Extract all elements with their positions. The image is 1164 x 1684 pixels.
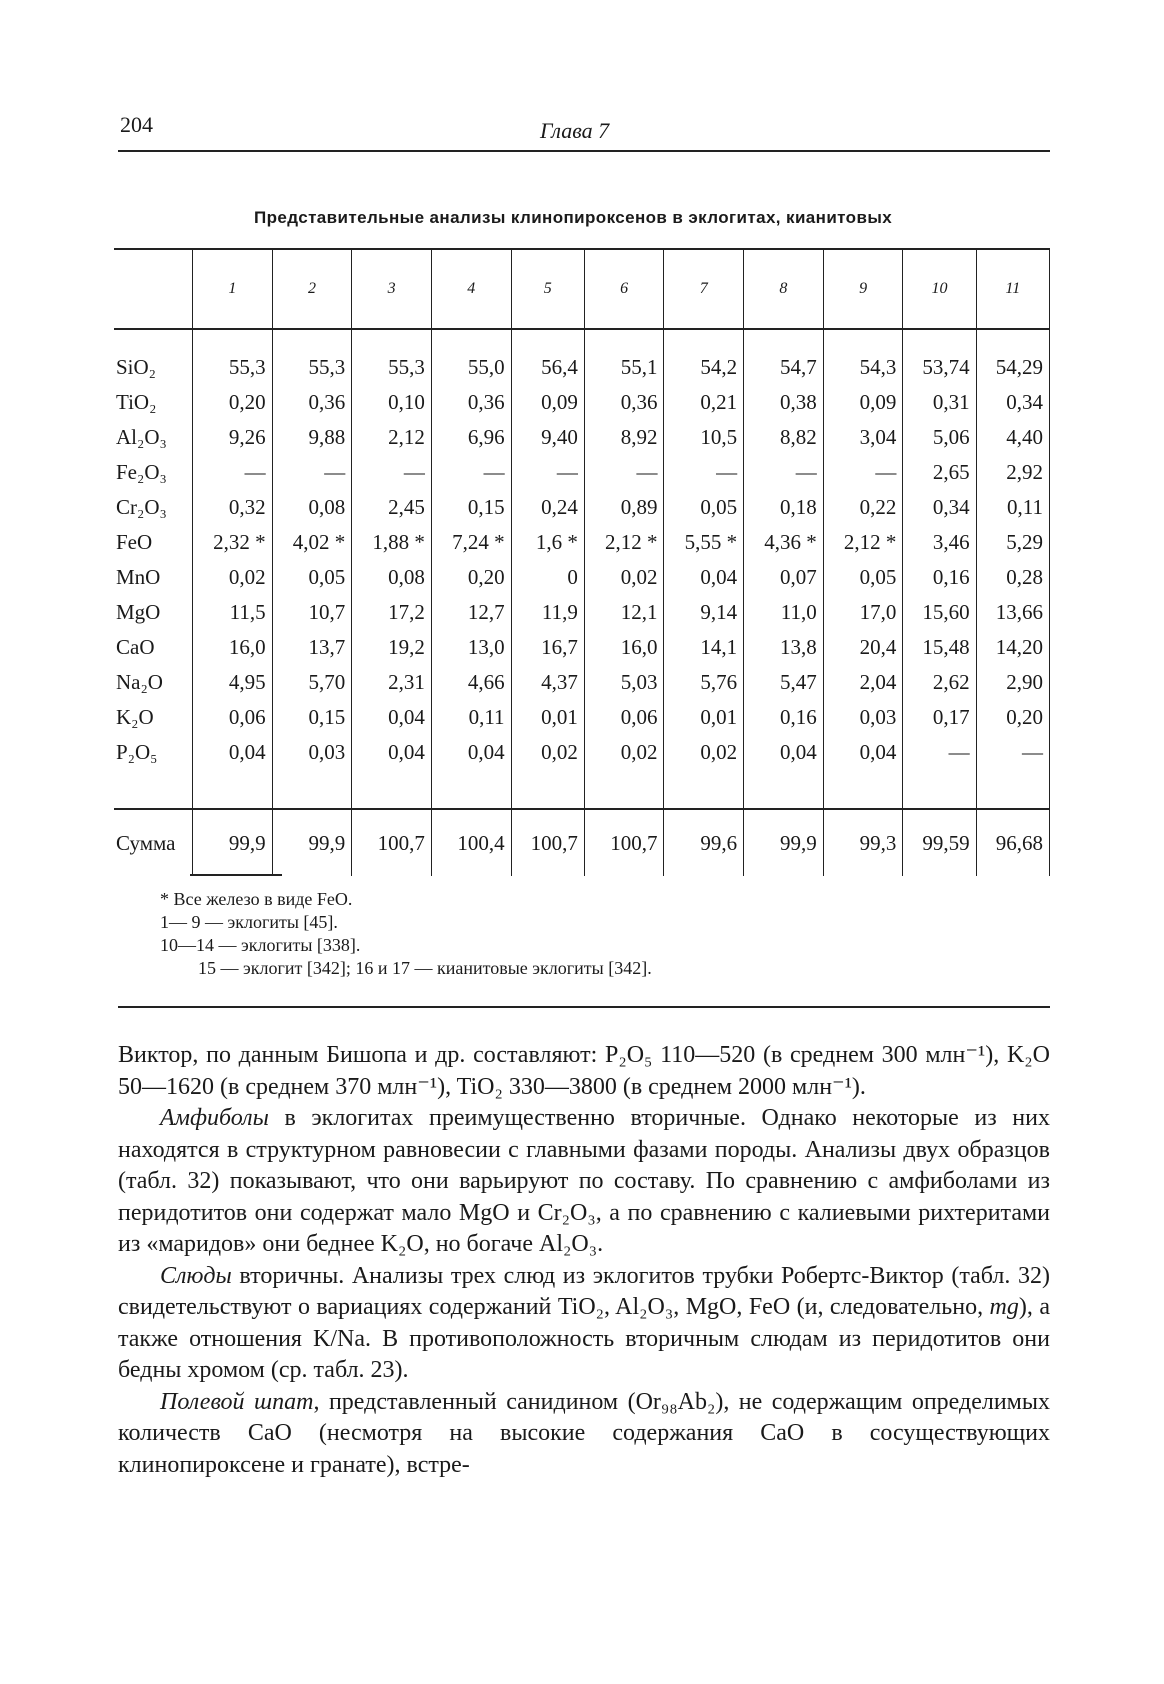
row-label: P₂O₅ (116, 740, 158, 764)
spacer-cell (193, 329, 273, 350)
table-cell: 0,89 (584, 490, 664, 525)
table-cell: — (744, 455, 824, 490)
table-cell: 0,28 (976, 560, 1049, 595)
table-cell: 2,62 (903, 665, 976, 700)
paragraph-text: , представленный санидином (Or₉₈Ab₂), не содержащим определимых количеств CaO (несмотря на высокие содержания CaO в сосуществующих клинопироксене и гранате), встре- (118, 1388, 1050, 1478)
table-cell: 0,04 (193, 735, 273, 770)
table-cell: 0,07 (744, 560, 824, 595)
table-cell: 100,4 (431, 809, 511, 876)
table-cell: 0,03 (272, 735, 352, 770)
table-cell: 0,10 (352, 385, 432, 420)
table-cell: 0,20 (431, 560, 511, 595)
spacer-row (114, 770, 1050, 809)
row-label: TiO₂ (116, 390, 157, 414)
row-label: CaO (116, 635, 155, 659)
table-cell: 0,15 (431, 490, 511, 525)
spacer-cell (272, 329, 352, 350)
table-cell: 0,03 (823, 700, 903, 735)
table-cell: 0,21 (664, 385, 744, 420)
paragraph-text: ), а также отношения K/Na. В противоположность вторичным слюдам из перидотитов они бедны хромом (ср. табл. 23). (118, 1294, 1050, 1383)
table-cell: 13,0 (431, 630, 511, 665)
table-cell: 17,2 (352, 595, 432, 630)
table-cell: 99,9 (744, 809, 824, 876)
table-cell: 0,05 (272, 560, 352, 595)
spacer-cell (431, 329, 511, 350)
table-cell: 53,74 (903, 350, 976, 385)
table-row (114, 735, 1050, 770)
table-cell: 7,24 * (431, 525, 511, 560)
table-cell: 4,37 (511, 665, 584, 700)
table-cell: 54,2 (664, 350, 744, 385)
table-cell: 0,04 (744, 735, 824, 770)
column-header: 5 (511, 249, 584, 329)
table-cell: 13,7 (272, 630, 352, 665)
table-cell: 99,6 (664, 809, 744, 876)
table-row (114, 665, 1050, 700)
table-cell: 5,47 (744, 665, 824, 700)
footnote: 1— 9 — эклогиты [45]. (160, 912, 338, 932)
paragraph (118, 1387, 1050, 1482)
table-cell: 5,29 (976, 525, 1049, 560)
table-cell: 0,04 (823, 735, 903, 770)
table-cell: 99,9 (193, 809, 273, 876)
page-number: 204 (120, 112, 153, 137)
table-cell: 0,15 (272, 700, 352, 735)
table-cell: 14,1 (664, 630, 744, 665)
table-cell: — (903, 735, 976, 770)
spacer-cell (903, 329, 976, 350)
table-cell: 3,04 (823, 420, 903, 455)
table-row (114, 455, 1050, 490)
footnote: 15 — эклогит [342]; 16 и 17 — кианитовые эклогиты [342]. (198, 958, 652, 978)
table-row (114, 420, 1050, 455)
table-cell: 20,4 (823, 630, 903, 665)
spacer-row (114, 329, 1050, 350)
table-caption: Представительные анализы клинопироксенов в эклогитах, кианитовых (254, 208, 893, 227)
row-label: Na₂O (116, 670, 163, 694)
table-end-rule (118, 1006, 1050, 1008)
footnote: 10—14 — эклогиты [338]. (160, 935, 361, 955)
table-cell: 11,5 (193, 595, 273, 630)
paragraph-lead: Амфиболы (160, 1105, 269, 1131)
table-cell: 11,9 (511, 595, 584, 630)
table-cell: 9,40 (511, 420, 584, 455)
table-cell: — (511, 455, 584, 490)
spacer-cell (976, 329, 1049, 350)
spacer-cell (352, 329, 432, 350)
table-cell: 16,0 (193, 630, 273, 665)
table-cell: 54,29 (976, 350, 1049, 385)
table-cell: 55,3 (272, 350, 352, 385)
table-cell: 5,76 (664, 665, 744, 700)
table-cell: — (431, 455, 511, 490)
table-cell: 0,05 (664, 490, 744, 525)
table-cell: 2,92 (976, 455, 1049, 490)
table-cell: 13,66 (976, 595, 1049, 630)
table-cell: — (272, 455, 352, 490)
footnote: * Все железо в виде FeO. (160, 889, 353, 909)
column-header: 2 (272, 249, 352, 329)
paragraph (118, 1103, 1050, 1261)
column-header: 9 (823, 249, 903, 329)
table-cell: — (584, 455, 664, 490)
table-cell: 4,40 (976, 420, 1049, 455)
table-cell: 0,18 (744, 490, 824, 525)
table-cell: 15,48 (903, 630, 976, 665)
table-cell: 100,7 (511, 809, 584, 876)
table-cell: 0,38 (744, 385, 824, 420)
spacer-cell (431, 770, 511, 809)
table-cell: 0,05 (823, 560, 903, 595)
spacer-cell (976, 770, 1049, 809)
table-row (114, 630, 1050, 665)
table-cell: 2,45 (352, 490, 432, 525)
table-cell: 2,31 (352, 665, 432, 700)
spacer-cell (903, 770, 976, 809)
row-label: MgO (116, 600, 161, 624)
table-cell: 16,0 (584, 630, 664, 665)
table-cell: 56,4 (511, 350, 584, 385)
table-cell: 2,12 * (823, 525, 903, 560)
spacer-cell (584, 770, 664, 809)
table-cell: 54,7 (744, 350, 824, 385)
table-cell: 0,22 (823, 490, 903, 525)
table-cell: 0,20 (193, 385, 273, 420)
table-cell: 10,5 (664, 420, 744, 455)
table-cell: 6,96 (431, 420, 511, 455)
table-cell: 0,17 (903, 700, 976, 735)
paragraph-term: mg (989, 1294, 1019, 1320)
paragraph-lead: Слюды (160, 1262, 232, 1289)
paragraph-text: вторичны. Анализы трех слюд из эклогитов трубки Робертс-Виктор (табл. 32) свидетельствуют о вариациях содержаний TiO₂, Al₂O₃, MgO, FeO (и, следовательно, (118, 1262, 1050, 1320)
spacer-cell (664, 329, 744, 350)
row-label: Al₂O₃ (116, 425, 167, 449)
table-cell: 55,3 (352, 350, 432, 385)
table-cell: 1,6 * (511, 525, 584, 560)
table-cell: 100,7 (352, 809, 432, 876)
table-cell: 10,7 (272, 595, 352, 630)
table-cell: 0,36 (584, 385, 664, 420)
table-cell: 55,0 (431, 350, 511, 385)
table-row (114, 595, 1050, 630)
table-cell: 0,02 (193, 560, 273, 595)
table-cell: 55,1 (584, 350, 664, 385)
table-cell: 13,8 (744, 630, 824, 665)
body-text (118, 1040, 1050, 1481)
table-cell: 0,16 (903, 560, 976, 595)
table-cell: — (352, 455, 432, 490)
table-cell: 9,88 (272, 420, 352, 455)
table-row (114, 490, 1050, 525)
table-cell: 2,04 (823, 665, 903, 700)
table-cell: 2,65 (903, 455, 976, 490)
table-body (114, 329, 1050, 876)
table-cell: 12,7 (431, 595, 511, 630)
row-label: SiO₂ (116, 355, 157, 379)
table-row (114, 350, 1050, 385)
header-rule (118, 150, 1050, 152)
analysis-table (114, 248, 1050, 876)
table-cell: 100,7 (584, 809, 664, 876)
table-cell: 9,26 (193, 420, 273, 455)
row-label: Cr₂O₃ (116, 495, 167, 519)
table-cell: 0,16 (744, 700, 824, 735)
table-cell: 0,36 (431, 385, 511, 420)
spacer-cell (272, 770, 352, 809)
table-cell: 8,92 (584, 420, 664, 455)
paragraph-lead: Полевой шпат (160, 1388, 314, 1415)
table-cell: 55,3 (193, 350, 273, 385)
paragraph: Виктор, по данным Бишопа и др. составляют: P₂O₅ 110—520 (в среднем 300 млн⁻¹), K₂O 50—1620 (в среднем 370 млн⁻¹), TiO₂ 330—3800 (в среднем 2000 млн⁻¹). (118, 1042, 1050, 1100)
table-cell: 0,09 (511, 385, 584, 420)
running-head: Глава 7 (540, 118, 610, 143)
table-cell: 5,03 (584, 665, 664, 700)
table-cell: 4,66 (431, 665, 511, 700)
column-header: 6 (584, 249, 664, 329)
table-cell: 0,02 (511, 735, 584, 770)
row-label: FeO (116, 530, 153, 554)
table-cell: 0,02 (584, 735, 664, 770)
table-cell: — (976, 735, 1049, 770)
paragraph (118, 1261, 1050, 1387)
table-cell: 0,36 (272, 385, 352, 420)
table-cell: 96,68 (976, 809, 1049, 876)
spacer-cell (511, 329, 584, 350)
table-cell: 0,04 (352, 700, 432, 735)
spacer-cell (744, 770, 824, 809)
table-cell: 0,11 (431, 700, 511, 735)
table-cell: 0,02 (584, 560, 664, 595)
table-cell: 0,08 (272, 490, 352, 525)
table-cell: 2,12 * (584, 525, 664, 560)
table-cell: 2,90 (976, 665, 1049, 700)
table-cell: 14,20 (976, 630, 1049, 665)
table-cell: 0,01 (511, 700, 584, 735)
table-cell: 1,88 * (352, 525, 432, 560)
spacer-cell (114, 770, 193, 809)
table-cell: 0,06 (193, 700, 273, 735)
table-cell: 19,2 (352, 630, 432, 665)
spacer-cell (823, 770, 903, 809)
table-cell: 0,08 (352, 560, 432, 595)
spacer-cell (744, 329, 824, 350)
row-label-header (114, 249, 193, 329)
table-cell: 99,3 (823, 809, 903, 876)
table-cell: 2,12 (352, 420, 432, 455)
row-label: Fe₂O₃ (116, 460, 167, 484)
table-cell: — (193, 455, 273, 490)
table-cell: 0,31 (903, 385, 976, 420)
paragraph-text: в эклогитах преимущественно вторичные. Однако некоторые из них находятся в структурном равновесии с главными фазами породы. Анализы двух образцов (табл. 32) показывают, что они варьируют по составу. По сравнению с амфиболами из перидотитов они содержат мало MgO и Cr₂O₃, а по сравнению с калиевыми рихтеритами из «маридов» они беднее K₂O, но богаче Al₂O₃. (118, 1105, 1050, 1257)
column-header: 11 (976, 249, 1049, 329)
table-header-row (114, 249, 1050, 329)
column-header: 10 (903, 249, 976, 329)
row-label: MnO (116, 565, 161, 589)
spacer-cell (823, 329, 903, 350)
footnotes (160, 888, 652, 980)
table-row (114, 385, 1050, 420)
spacer-cell (114, 329, 193, 350)
table-cell: 11,0 (744, 595, 824, 630)
table-cell: 4,02 * (272, 525, 352, 560)
table-cell: 12,1 (584, 595, 664, 630)
table-cell: 99,59 (903, 809, 976, 876)
table-cell: 0 (511, 560, 584, 595)
table-cell: 0,01 (664, 700, 744, 735)
row-label: K₂O (116, 705, 154, 729)
table-cell: — (664, 455, 744, 490)
table-row (114, 560, 1050, 595)
column-header: 1 (193, 249, 273, 329)
table-cell: 5,06 (903, 420, 976, 455)
column-header: 3 (352, 249, 432, 329)
footnote-rule (190, 874, 282, 876)
table-cell: 0,04 (664, 560, 744, 595)
table-cell: 0,09 (823, 385, 903, 420)
sum-row (114, 809, 1050, 876)
table-cell: — (823, 455, 903, 490)
table-cell: 0,02 (664, 735, 744, 770)
table-cell: 0,04 (431, 735, 511, 770)
row-label: Сумма (114, 809, 193, 876)
table-cell: 15,60 (903, 595, 976, 630)
spacer-cell (584, 329, 664, 350)
table-cell: 99,9 (272, 809, 352, 876)
table-cell: 9,14 (664, 595, 744, 630)
spacer-cell (193, 770, 273, 809)
table-cell: 54,3 (823, 350, 903, 385)
table-row (114, 700, 1050, 735)
table-row (114, 525, 1050, 560)
table-cell: 3,46 (903, 525, 976, 560)
table-cell: 4,95 (193, 665, 273, 700)
column-header: 4 (431, 249, 511, 329)
table-cell: 0,24 (511, 490, 584, 525)
table-cell: 17,0 (823, 595, 903, 630)
table-cell: 4,36 * (744, 525, 824, 560)
table-cell: 16,7 (511, 630, 584, 665)
table-cell: 5,70 (272, 665, 352, 700)
spacer-cell (352, 770, 432, 809)
column-header: 7 (664, 249, 744, 329)
spacer-cell (511, 770, 584, 809)
table-cell: 0,32 (193, 490, 273, 525)
table-cell: 0,34 (976, 385, 1049, 420)
spacer-cell (664, 770, 744, 809)
table-cell: 2,32 * (193, 525, 273, 560)
table-cell: 0,34 (903, 490, 976, 525)
table-cell: 0,06 (584, 700, 664, 735)
table-cell: 5,55 * (664, 525, 744, 560)
table-cell: 8,82 (744, 420, 824, 455)
column-header: 8 (744, 249, 824, 329)
table-cell: 0,20 (976, 700, 1049, 735)
table-cell: 0,04 (352, 735, 432, 770)
table-cell: 0,11 (976, 490, 1049, 525)
